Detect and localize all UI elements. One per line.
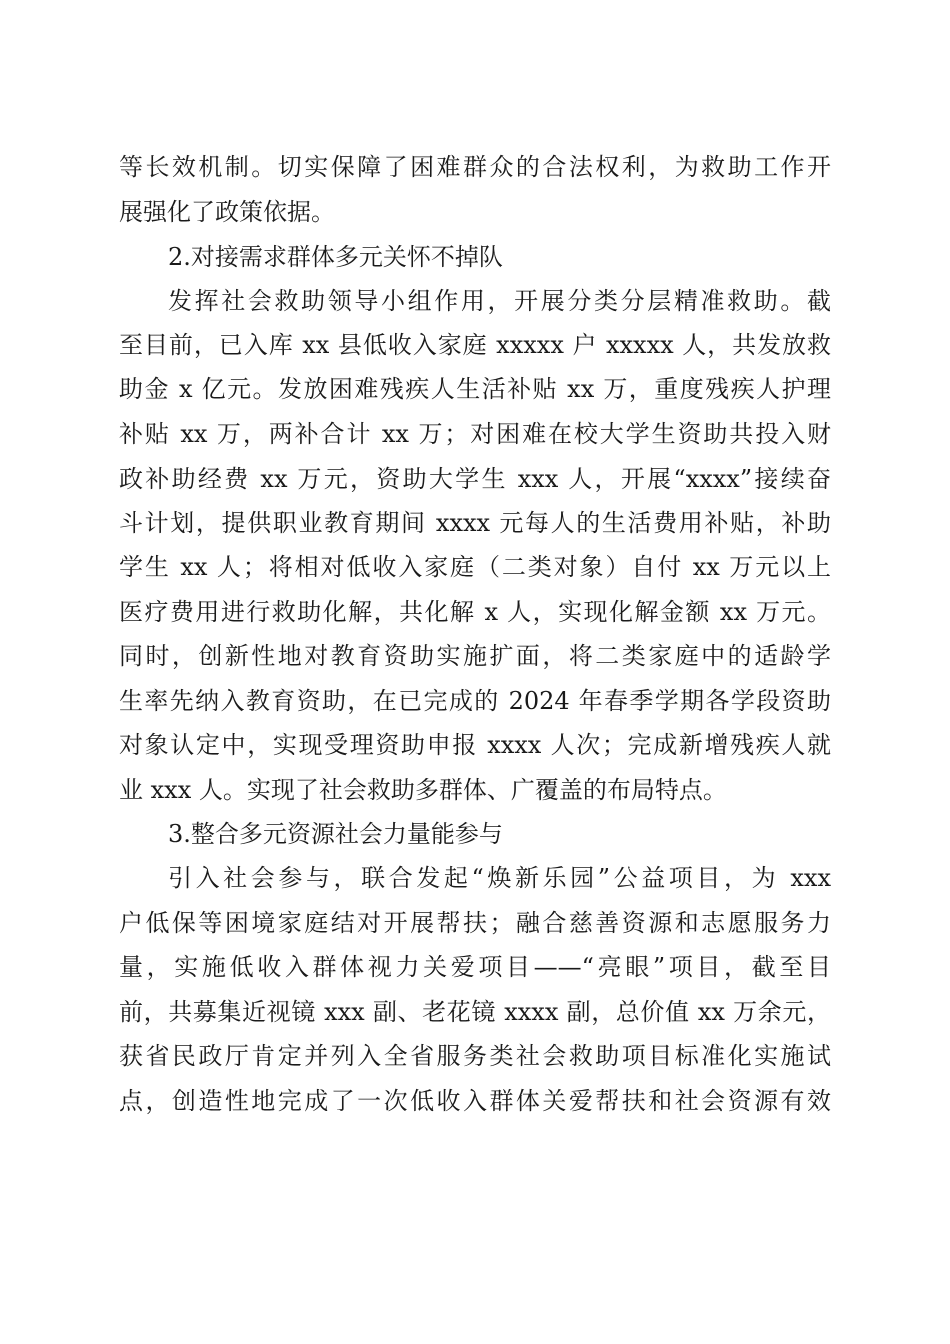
text-line-11: 医疗费用进行救助化解，共化解 x 人，实现化解金额 xx 万元。	[119, 598, 831, 626]
text-line-1: 等长效机制。切实保障了困难群众的合法权利，为救助工作开	[119, 153, 831, 181]
text-line-9: 斗计划，提供职业教育期间 xxxx 元每人的生活费用补贴，补助	[119, 509, 831, 537]
text-line-8: 政补助经费 xx 万元，资助大学生 xxx 人，开展“xxxx”接续奋	[119, 465, 831, 493]
section-heading-3: 3.整合多元资源社会力量能参与	[168, 820, 503, 848]
text-line-21: 获省民政厅肯定并列入全省服务类社会救助项目标准化实施试	[119, 1042, 831, 1070]
text-line-2: 展强化了政策依据。	[119, 198, 335, 226]
text-line-10: 学生 xx 人；将相对低收入家庭（二类对象）自付 xx 万元以上	[119, 553, 831, 581]
text-line-22: 点，创造性地完成了一次低收入群体关爱帮扶和社会资源有效	[119, 1087, 831, 1115]
text-line-6: 助金 x 亿元。发放困难残疾人生活补贴 xx 万，重度残疾人护理	[119, 375, 831, 403]
text-line-15: 业 xxx 人。实现了社会救助多群体、广覆盖的布局特点。	[119, 776, 727, 804]
text-line-4: 发挥社会救助领导小组作用，开展分类分层精准救助。截	[168, 287, 831, 315]
section-heading-2: 2.对接需求群体多元关怀不掉队	[168, 243, 503, 271]
text-line-14: 对象认定中，实现受理资助申报 xxxx 人次；完成新增残疾人就	[119, 731, 831, 759]
text-line-5: 至目前，已入库 xx 县低收入家庭 xxxxx 户 xxxxx 人，共发放救	[119, 331, 831, 359]
text-line-19: 量，实施低收入群体视力关爱项目——“亮眼”项目，截至目	[119, 953, 831, 981]
text-line-12: 同时，创新性地对教育资助实施扩面，将二类家庭中的适龄学	[119, 642, 831, 670]
text-line-20: 前，共募集近视镜 xxx 副、老花镜 xxxx 副，总价值 xx 万余元，	[119, 998, 831, 1026]
text-line-18: 户低保等困境家庭结对开展帮扶；融合慈善资源和志愿服务力	[119, 909, 831, 937]
text-line-7: 补贴 xx 万，两补合计 xx 万；对困难在校大学生资助共投入财	[119, 420, 831, 448]
text-line-17: 引入社会参与，联合发起“焕新乐园”公益项目，为 xxx	[168, 864, 831, 892]
text-line-13: 生率先纳入教育资助，在已完成的 2024 年春季学期各学段资助	[119, 687, 831, 715]
